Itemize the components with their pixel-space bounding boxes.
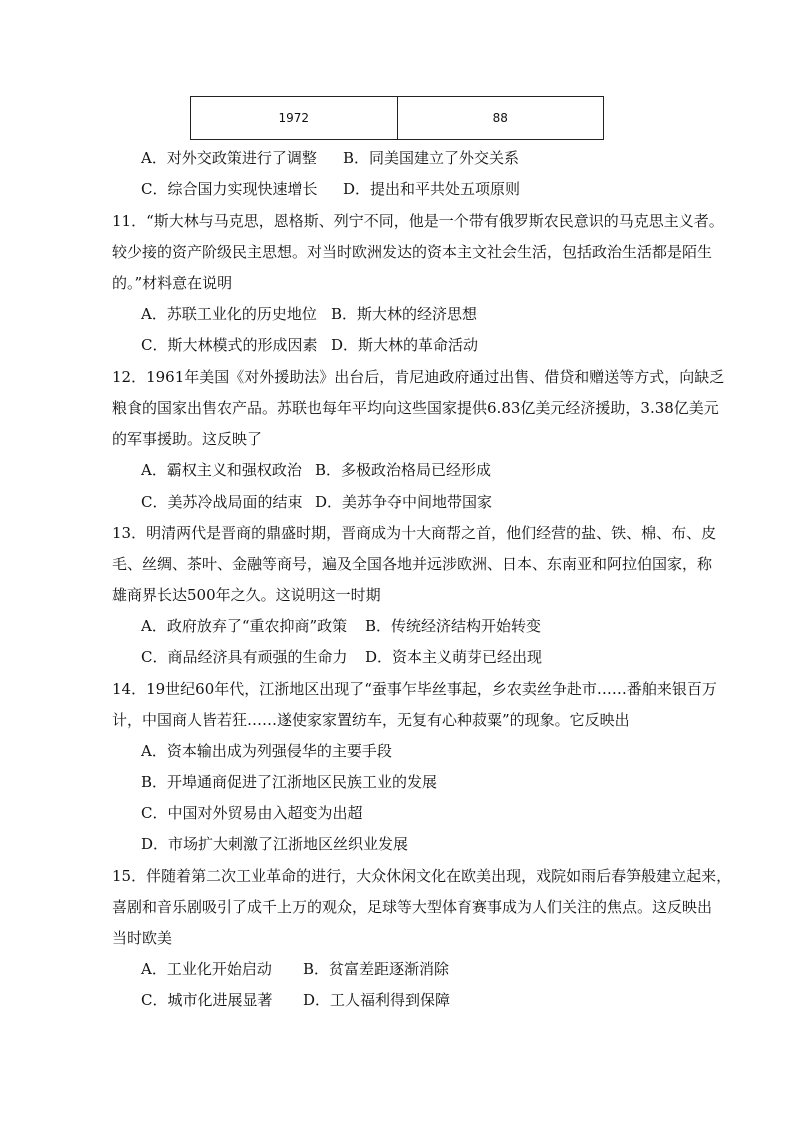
q11-option-c: C．斯大林模式的形成因素	[141, 336, 318, 354]
q11-option-b: B．斯大林的经济思想	[331, 305, 478, 323]
q11-stem-line-1: 11．“斯大林与马克思，恩格斯、列宁不同，他是一个带有俄罗斯农民意识的马克思主义者。	[112, 212, 724, 230]
q14-option-b: B．开埠通商促进了江浙地区民族工业的发展	[141, 773, 438, 791]
q12-option-d: D．美苏争夺中间地带国家	[315, 493, 493, 511]
q14-option-c: C．中国对外贸易由入超变为出超	[141, 804, 363, 822]
q14-stem-line-2: 计，中国商人皆若狂……遂使家家置纺车，无复有心种菽粟”的现象。它反映出	[112, 711, 630, 729]
q12-stem-line-1: 12．1961年美国《对外援助法》出台后，肯尼迪政府通过出售、借贷和赠送等方式，向缺乏	[112, 368, 725, 386]
q13-stem-line-1: 13．明清两代是晋商的鼎盛时期，晋商成为十大商帮之首，他们经营的盐、铁、棉、布、皮	[112, 524, 717, 542]
q12-option-a: A．霸权主义和强权政治	[141, 461, 302, 479]
q15-stem-line-1: 15．伴随着第二次工业革命的进行，大众休闲文化在欧美出现，戏院如雨后春笋般建立起来，	[112, 867, 732, 885]
q11-stem-line-2: 较少接的资产阶级民主思想。对当时欧洲发达的资本主文社会生活，包括政治生活都是陌生	[112, 243, 713, 261]
table-cell-year: 1972	[278, 111, 310, 125]
q10-option-b: B．同美国建立了外交关系	[343, 149, 520, 167]
q15-option-a: A．工业化开始启动	[141, 960, 272, 978]
q14-stem-line-1: 14．19世纪60年代，江浙地区出现了“蚕事乍毕丝事起，乡农卖丝争赴市……番舶来银百万	[112, 680, 717, 698]
q11-stem-line-3: 的。”材料意在说明	[112, 274, 233, 292]
q10-option-d: D．提出和平共处五项原则	[343, 180, 521, 198]
q11-option-d: D．斯大林的革命活动	[331, 336, 479, 354]
q14-option-a: A．资本输出成为列强侵华的主要手段	[141, 742, 392, 760]
q15-stem-line-2: 喜剧和音乐剧吸引了成千上万的观众，足球等大型体育赛事成为人们关注的焦点。这反映出	[112, 898, 713, 916]
q12-option-b: B．多极政治格局已经形成	[315, 461, 492, 479]
q13-stem-line-2: 毛、丝绸、茶叶、金融等商号，遍及全国各地并远涉欧洲、日本、东南亚和阿拉伯国家，称	[112, 555, 713, 573]
q11-option-a: A．苏联工业化的历史地位	[141, 305, 317, 323]
q13-option-a: A．政府放弃了“重农抑商”政策	[141, 617, 348, 635]
q14-option-d: D．市场扩大刺激了江浙地区丝织业发展	[141, 835, 409, 853]
q12-option-c: C．美苏冷战局面的结束	[141, 493, 303, 511]
q13-option-b: B．传统经济结构开始转变	[365, 617, 542, 635]
q13-option-c: C．商品经济具有顽强的生命力	[141, 648, 348, 666]
q15-option-c: C．城市化进展显著	[141, 991, 273, 1009]
q10-option-a: A．对外交政策进行了调整	[141, 149, 317, 167]
q13-option-d: D．资本主义萌芽已经出现	[365, 648, 543, 666]
q15-stem-line-3: 当时欧美	[112, 929, 173, 947]
data-table	[190, 96, 604, 140]
q10-option-c: C．综合国力实现快速增长	[141, 180, 318, 198]
q15-option-d: D．工人福利得到保障	[303, 991, 451, 1009]
q12-stem-line-2: 粮食的国家出售农产品。苏联也每年平均向这些国家提供6.83亿美元经济援助，3.38亿美元	[112, 399, 719, 417]
q12-stem-line-3: 的军事援助。这反映了	[112, 430, 263, 448]
q13-stem-line-3: 雄商界长达500年之久。这说明这一时期	[112, 586, 381, 604]
q15-option-b: B．贫富差距逐渐消除	[303, 960, 450, 978]
table-cell-value: 88	[397, 97, 604, 139]
